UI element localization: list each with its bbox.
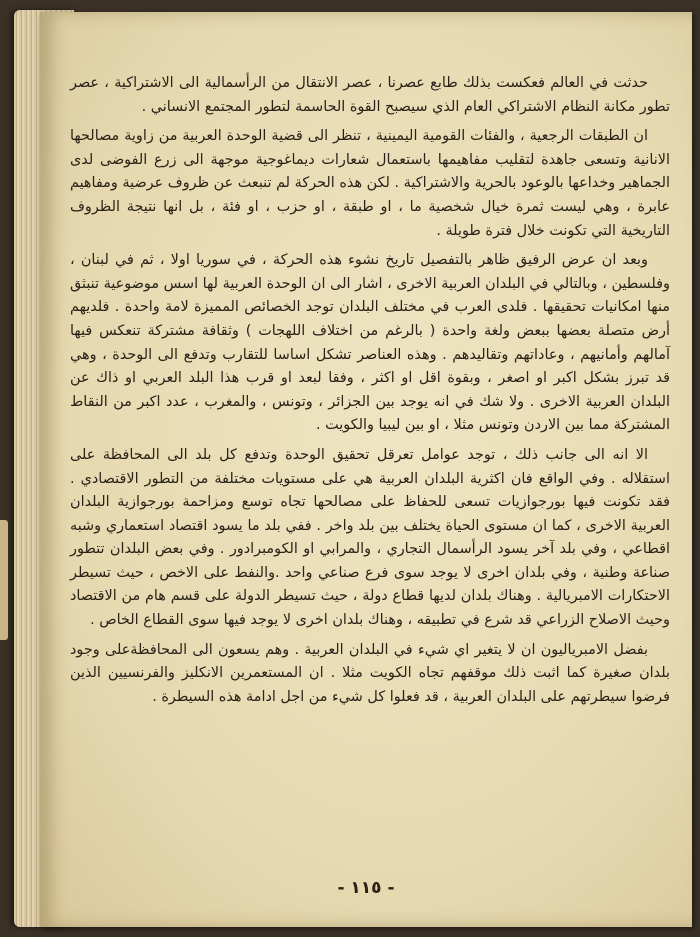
paragraph: وبعد ان عرض الرفيق ظاهر بالتفصيل تاريخ نشوء هذه الحركة ، في سوريا اولا ، ثم في لبنان ، وفلسطين ، وبالتالي في البلدان العربية الاخرى ، اشار الى ان الوحدة العربية لها اسس موضوعية تنبثق منها امكانيات تحقيقها . فلدى العرب في مختلف البلدان توجد الخصائص المميزة لامة واحدة . فلديهم أرض متصلة بعضها ببعض ولغة واحدة ( بالرغم من اختلاف اللهجات ) وثقافة مشتركة تنعكس فيها آمالهم وأمانيهم ، وعاداتهم وتقاليدهم . وهذه العناصر تشكل اساسا للتقارب وتدفع الى الوحدة ، وهي قد تبرز بشكل اكبر او اصغر ، وبقوة اقل او اكثر ، وفقا لبعد او قرب هذا البلد العربي او ذاك عن البلدان العربية الاخرى . ولا شك في انه يوجد بين الجزائر ، وتونس ، والمغرب ، عدد اكبر من النقاط المشتركة مما بين الاردن وتونس مثلا ، او بين ليبيا والكويت . — [70, 252, 670, 434]
page-number: - ١١٥ - — [337, 878, 395, 898]
paragraph: الا انه الى جانب ذلك ، توجد عوامل تعرقل تحقيق الوحدة وتدفع كل بلد الى المحافظة على استقلاله . وفي الواقع فان اكثرية البلدان العربية هي على مستويات مختلفة من التطور الاقتصادي . فقد تكونت فيها بورجوازيات تسعى للحفاظ على مصالحها تجاه توسع ومزاحمة بورجوازية البلدان العربية الاخرى ، كما ان مستوى الحياة يختلف بين بلد واخر . ففي بلد ما يسود اقتصاد استعماري وشبه اقطاعي ، وفي بلد آخر يسود الرأسمال التجاري ، والمرابي او الكومبرادور . وفي بعض البلدان تتطور صناعة وطنية ، وفي بلدان اخرى لا يوجد سوى فرع صناعي واحد .والنفط على الاخص ، حيث تسيطر الاحتكارات الامبريالية . وهناك بلدان لديها قطاع دولة ، حيث تسيطر الدولة على قسم هام من الاقتصاد وحيث الاصلاح الزراعي قد شرع في تطبيقه ، وهناك بلدان اخرى لا يوجد فيها سوى القطاع الخاص . — [70, 446, 670, 629]
paragraph: ان الطبقات الرجعية ، والفئات القومية اليمينية ، تنظر الى قضية الوحدة العربية من زاوية مصالحها الانانية وتسعى جاهدة لتقليب مفاهيمها باستعمال شعارات ديماغوجية موجهة الى زرع الفوضى لدى الجماهير وخداعها بالوعود بالحرية والاشتراكية . لكن هذه الحركة لم تنبعث عن ظروف عرضية ومفاهيم عابرة ، وهي ليست ثمرة خيال شخصية ما ، او طبقة ، او حزب ، او فئة ، بل انها نتيجة الظروف التاريخية التي تكونت خلال فترة طويلة . — [70, 128, 670, 239]
body-text — [70, 72, 670, 715]
paragraph: بفضل الامبرياليون ان لا يتغير اي شيء في البلدان العربية . وهم يسعون الى المحافظةعلى وجود بلدان صغيرة كما اثبت ذلك موقفهم تجاه الكويت مثلا . ان المستعمرين الانكليز والفرنسيين الذين فرضوا سيطرتهم على البلدان العربية ، قد فعلوا كل شيء من اجل ادامة هذه السيطرة . — [70, 641, 670, 705]
book-page — [40, 12, 692, 927]
paragraph: حدثت في العالم فعكست بذلك طابع عصرنا ، عصر الانتقال من الرأسمالية الى الاشتراكية ، عصر تطور مكانة النظام الاشتراكي العام الذي سيصبح القوة الحاسمة لتطور المجتمع الانساني . — [70, 75, 670, 115]
page-tab — [0, 520, 8, 640]
